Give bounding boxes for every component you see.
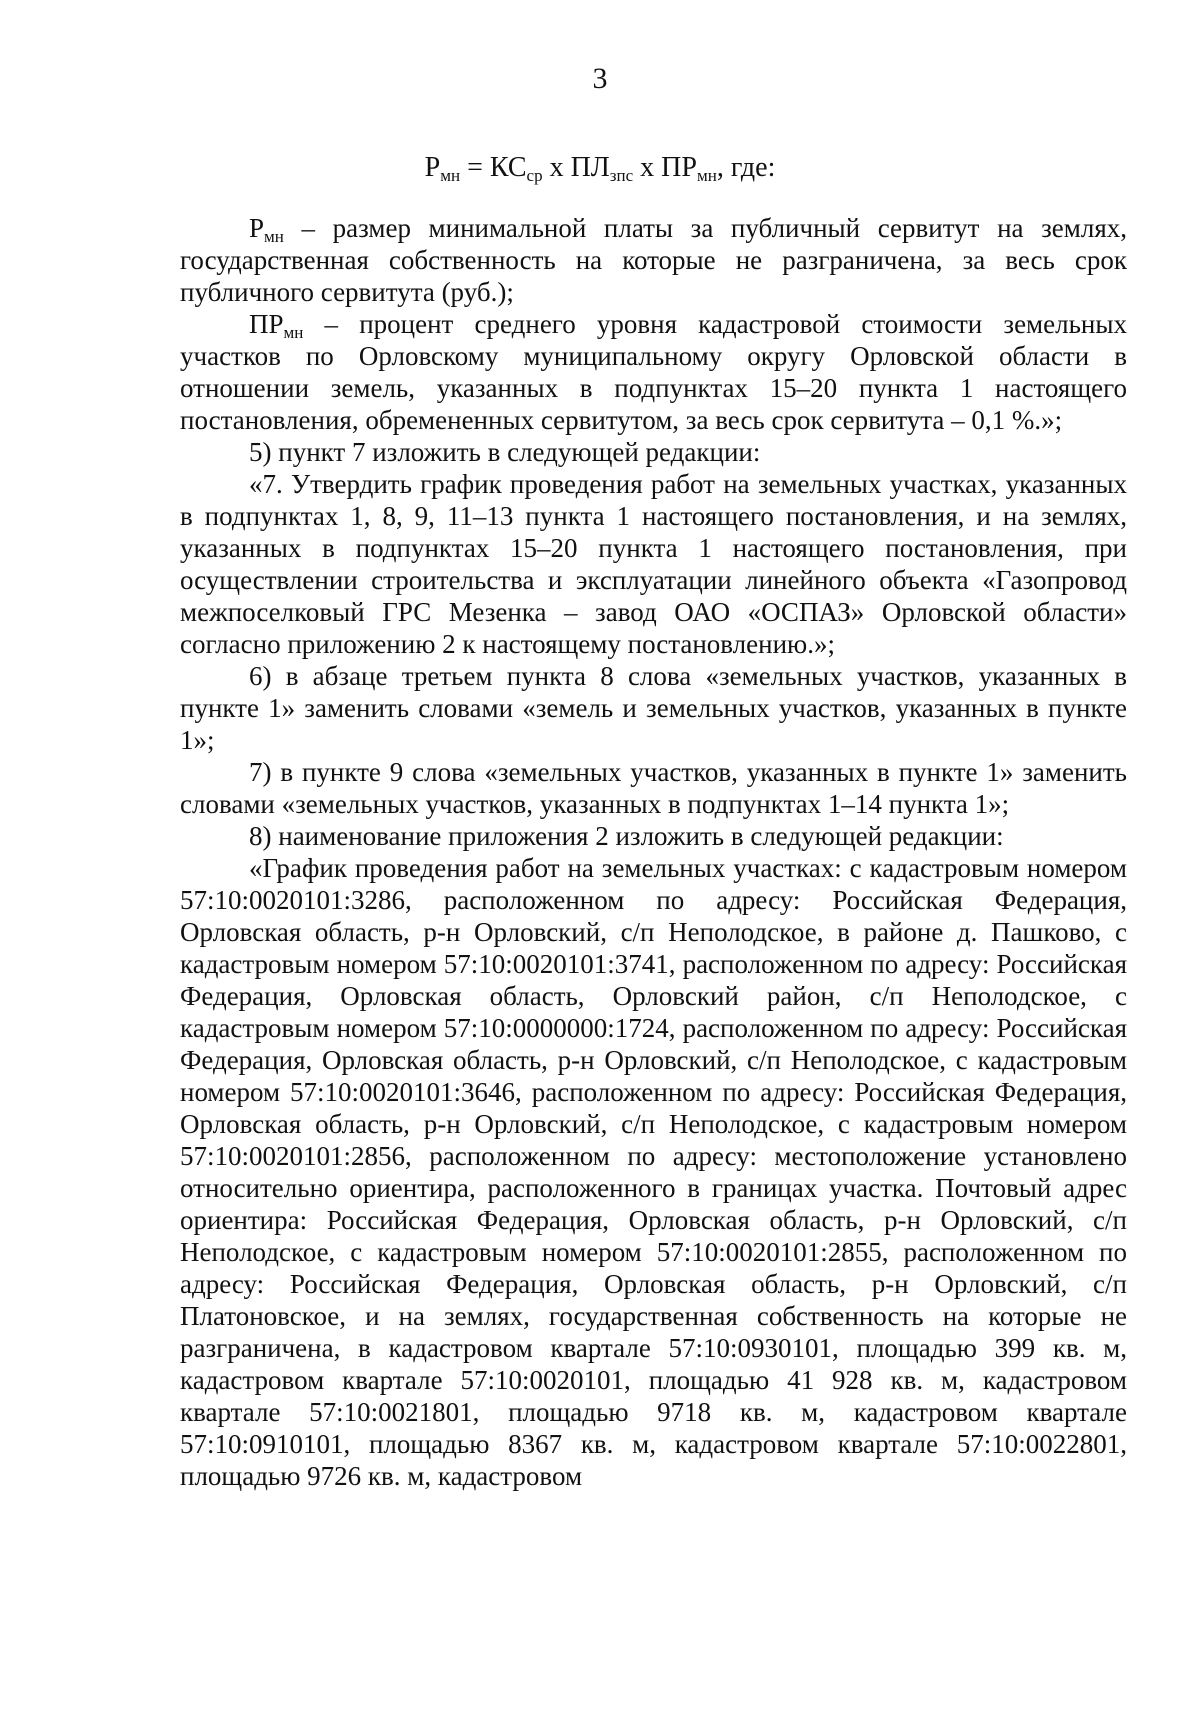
definition-rmn bbox=[180, 212, 1127, 308]
page-number: 3 bbox=[592, 62, 608, 95]
paragraph-item-8: 8) наименование приложения 2 изложить в следующей редакции: bbox=[249, 821, 1004, 851]
formula-term-pr-subscript: мн bbox=[696, 166, 717, 185]
definition-rmn-text: – размер минимальной платы за публичный сервитут на землях, государственная собственность на которые не разграничена, за весь срок публичного сервитута (руб.); bbox=[180, 213, 1127, 307]
paragraph-item-7: 7) в пункте 9 слова «земельных участков, указанных в пункте 1» заменить словами «земельных участков, указанных в подпунктах 1–14 пункта 1»; bbox=[180, 757, 1127, 819]
paragraph-item-5: 5) пункт 7 изложить в следующей редакции: bbox=[249, 437, 761, 467]
formula-lhs-subscript: мн bbox=[440, 166, 461, 185]
paragraph-item-7-text: «7. Утвердить график проведения работ на земельных участках, указанных в подпунктах 1, 8, 9, 11–13 пункта 1 настоящего постановления, и на землях, указанных в подпунктах 15–20 пункта 1 настоящего постановления, при осуществлении строительства и эксплуатации линейного объекта «Газопровод межпоселковый ГРС Мезенка – завод ОАО «ОСПАЗ» Орловской области» согласно приложению 2 к настоящему постановлению.»; bbox=[180, 469, 1127, 659]
formula bbox=[0, 152, 1200, 184]
definition-rmn-subscript: мн bbox=[264, 227, 284, 246]
formula-operator: х bbox=[633, 152, 662, 183]
definition-prmn-text: – процент среднего уровня кадастровой стоимости земельных участков по Орловскому муниципальному округу Орловской области в отношении земель, указанных в подпунктах 15–20 пункта 1 настоящего постановления, обремененных сервитутом, за весь срок сервитута – 0,1 %.»; bbox=[180, 309, 1127, 435]
formula-tail: , где: bbox=[716, 152, 776, 183]
paragraph-item-6: 6) в абзаце третьем пункта 8 слова «земельных участков, указанных в пункте 1» заменить словами «земель и земельных участков, указанных в пункте 1»; bbox=[180, 661, 1127, 755]
formula-term-ks: КС bbox=[489, 152, 527, 183]
definition-prmn-symbol: ПР bbox=[249, 309, 284, 339]
formula-term-pr: ПР bbox=[661, 152, 697, 183]
definition-rmn-symbol: Р bbox=[249, 213, 265, 243]
formula-lhs: Р bbox=[424, 152, 441, 183]
formula-term-ks-subscript: ср bbox=[526, 166, 543, 185]
formula-term-pl-subscript: зпс bbox=[609, 166, 634, 185]
definition-prmn-subscript: мн bbox=[283, 323, 304, 342]
document-body bbox=[180, 212, 1127, 1492]
formula-equals: = bbox=[460, 152, 490, 183]
definition-prmn bbox=[180, 308, 1127, 436]
paragraph-schedule-title: «График проведения работ на земельных участках: с кадастровым номером 57:10:0020101:3286, расположенном по адресу: Российская Федерация, Орловская область, р-н Орловский, с/п Неполодское, в районе д. Пашково, с кадастровым номером 57:10:0020101:3741, расположенном по адресу: Российская Федерация, Орловская область, Орловский район, с/п Неполодское, с кадастровым номером 57:10:0000000:1724, расположенном по адресу: Российская Федерация, Орловская область, р-н Орловский, с/п Неполодское, с кадастровым номером 57:10:0020101:3646, расположенном по адресу: Российская Федерация, Орловская область, р-н Орловский, с/п Неполодское, с кадастровым номером 57:10:0020101:2856, расположенном по адресу: местоположение установлено относительно ориентира, расположенного в границах участка. Почтовый адрес ориентира: Российская Федерация, Орловская область, р-н Орловский, с/п Неполодское, с кадастровым номером 57:10:0020101:2855, расположенном по адресу: Российская Федерация, Орловская область, р-н Орловский, с/п Платоновское, и на землях, государственная собственность на которые не разграничена, в кадастровом квартале 57:10:0930101, площадью 399 кв. м, кадастровом квартале 57:10:0020101, площадью 41 928 кв. м, кадастровом квартале 57:10:0021801, площадью 9718 кв. м, кадастровом квартале 57:10:0910101, площадью 8367 кв. м, кадастровом квартале 57:10:0022801, площадью 9726 кв. м, кадастровом bbox=[180, 853, 1127, 1491]
formula-term-pl: ПЛ bbox=[570, 152, 610, 183]
formula-operator: х bbox=[542, 152, 571, 183]
